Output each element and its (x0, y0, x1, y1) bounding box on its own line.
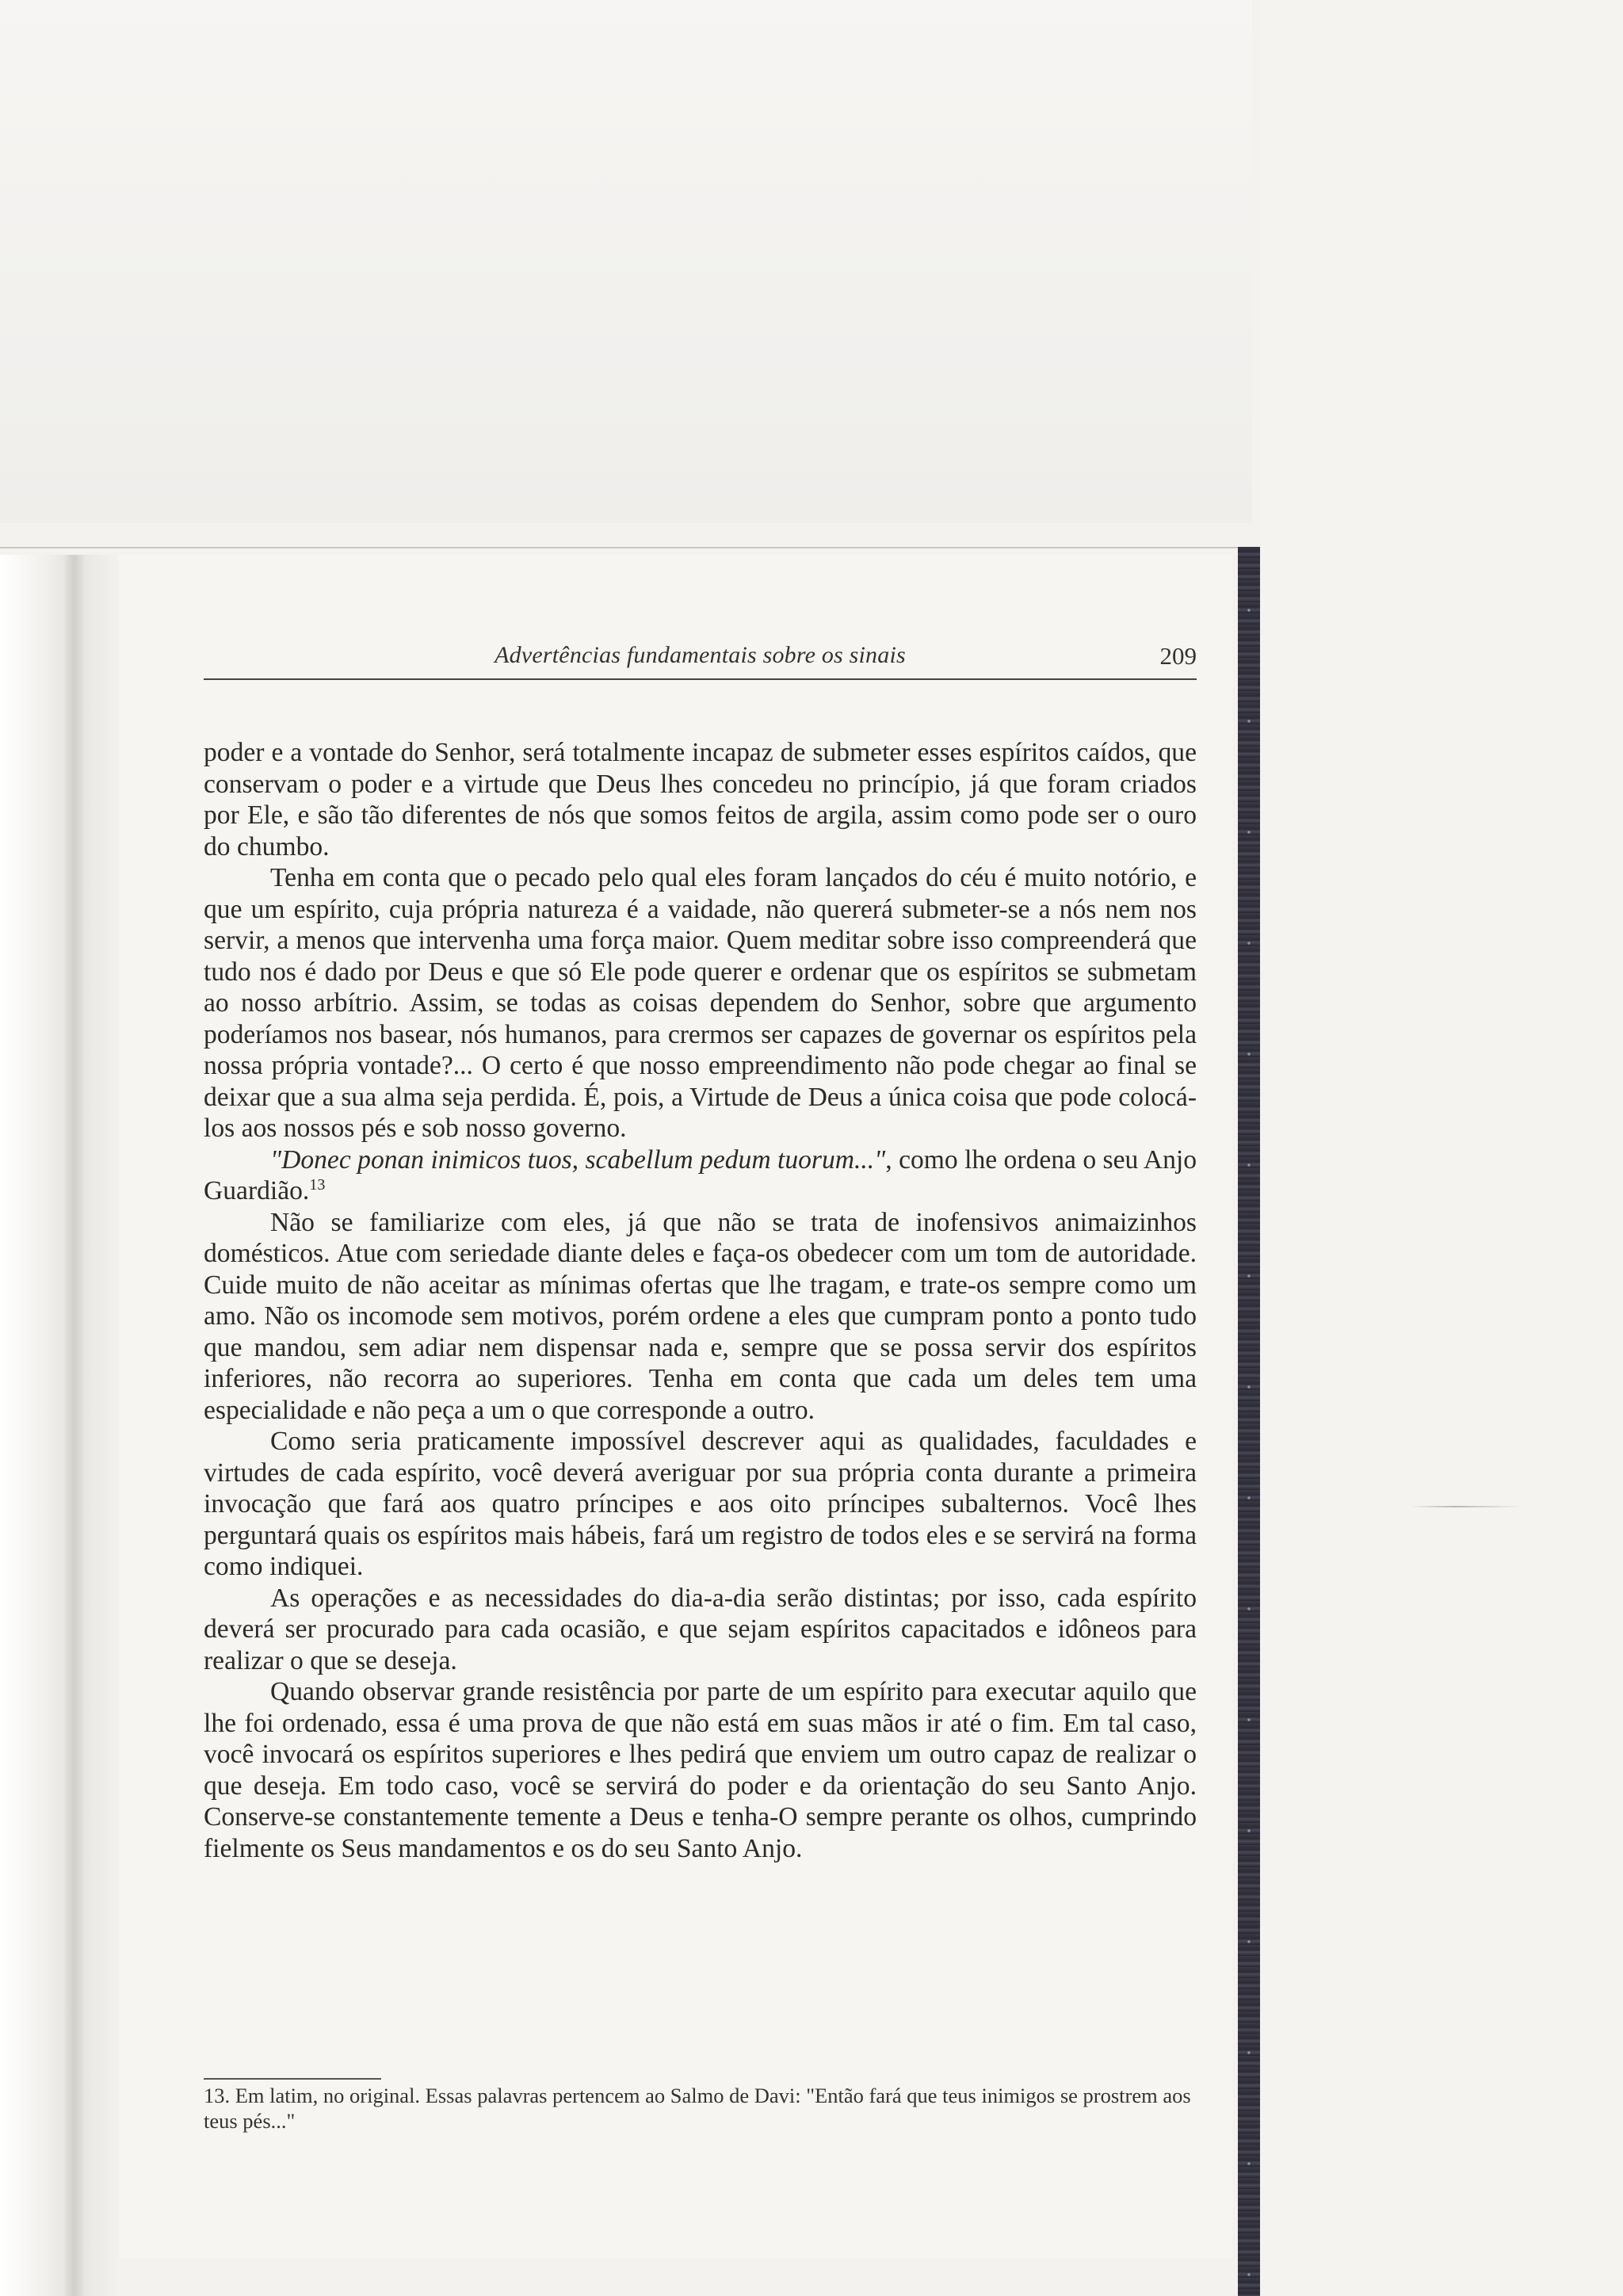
latin-quote: "Donec ponan inimicos tuos, scabellum pedum tuorum..." (270, 1144, 886, 1175)
running-title: Advertências fundamentais sobre os sinais (495, 642, 906, 668)
fore-edge-speckles (1241, 555, 1257, 2290)
paragraph: poder e a vontade do Senhor, será totalmente incapaz de submeter esses espíritos caídos, que conservam o poder e a virtude que Deus lhes concedeu no princípio, já que foram criados por Ele, e são tão diferentes de nós que somos feitos de argila, assim como pode ser o ouro do chumbo. (204, 738, 1197, 861)
body-text (204, 737, 1197, 1864)
paragraph: Quando observar grande resistência por parte de um espírito para executar aquilo que lhe foi ordenado, essa é uma prova de que não está em suas mãos ir até o fim. Em tal caso, você invocará os espíritos superiores e lhes pedirá que enviem um outro capaz de realizar o que deseja. Em todo caso, você se servirá do poder e da orientação do seu Santo Anjo. Conserve-se constantemente temente a Deus e tenha-O sempre perante os olhos, cumprindo fielmente os Seus mandamentos e os do seu Santo Anjo. (204, 1677, 1197, 1863)
book-gutter (0, 555, 119, 2296)
scan-stray-mark (1411, 1506, 1522, 1507)
footnote-reference[interactable]: 13 (309, 1176, 326, 1194)
paragraph: As operações e as necessidades do dia-a-dia serão distintas; por isso, cada espírito deverá ser procurado para cada ocasião, e que sejam espíritos capacitados e idôneos para realizar o que se deseja. (204, 1583, 1197, 1675)
scan-right-background (1260, 0, 1623, 2296)
paragraph: Tenha em conta que o pecado pelo qual eles foram lançados do céu é muito notório, e que um espírito, cuja própria natureza é a vaidade, não quererá submeter-se a nós nem nos servir, a menos que intervenha uma força maior. Quem meditar sobre isso compreenderá que tudo nos é dado por Deus e que só Ele pode querer e ordenar que os espíritos se submetam ao nosso arbítrio. Assim, se todas as coisas dependem do Senhor, sobre que argumento poderíamos nos basear, nós humanos, para crermos ser capazes de governar os espíritos pela nossa própria vontade?... O certo é que nosso empreendimento não pode chegar ao final se deixar que a sua alma seja perdida. É, pois, a Virtude de Deus a única coisa que pode colocá-los aos nossos pés e sob nosso governo. (204, 863, 1197, 1143)
paragraph: Não se familiarize com eles, já que não se trata de inofensivos animaizinhos domésticos. Atue com seriedade diante deles e faça-os obedecer com um tom de autoridade. Cuide muito de não aceitar as mínimas ofertas que lhe tragam, e trate-os sempre como um amo. Não os incomode sem motivos, porém ordene a eles que cumpram ponto a ponto tudo que mandou, sem adiar nem dispensar nada e, sempre que se possa servir dos espíritos inferiores, não recorra ao superiores. Tenha em conta que cada um deles tem uma especialidade e não peça a um o que corresponde a outro. (204, 1207, 1197, 1425)
book-page (119, 555, 1232, 2259)
scan-top-background (0, 0, 1252, 523)
paragraph: Como seria praticamente impossível descrever aqui as qualidades, faculdades e virtudes de cada espírito, você deverá averiguar por sua própria conta durante a primeira invocação que fará aos quatro príncipes e aos oito príncipes subalternos. Você lhes perguntará quais os espíritos mais hábeis, fará um registro de todos eles e se servirá na forma como indiquei. (204, 1427, 1197, 1581)
footnote-divider (204, 2078, 381, 2080)
page-number: 209 (1159, 642, 1197, 670)
scan-page-top-edge (0, 547, 1252, 548)
paragraph-quote (204, 1144, 1197, 1207)
footnote: 13. Em latim, no original. Essas palavras pertencem ao Salmo de Davi: "Então fará que teus inimigos se prostrem aos teus pés..." (204, 2084, 1191, 2133)
running-header (204, 642, 1197, 680)
gutter-shadow (63, 555, 86, 2296)
paragraph-text: , como lhe ordena o seu Anjo Guardião. (204, 1144, 1197, 1205)
